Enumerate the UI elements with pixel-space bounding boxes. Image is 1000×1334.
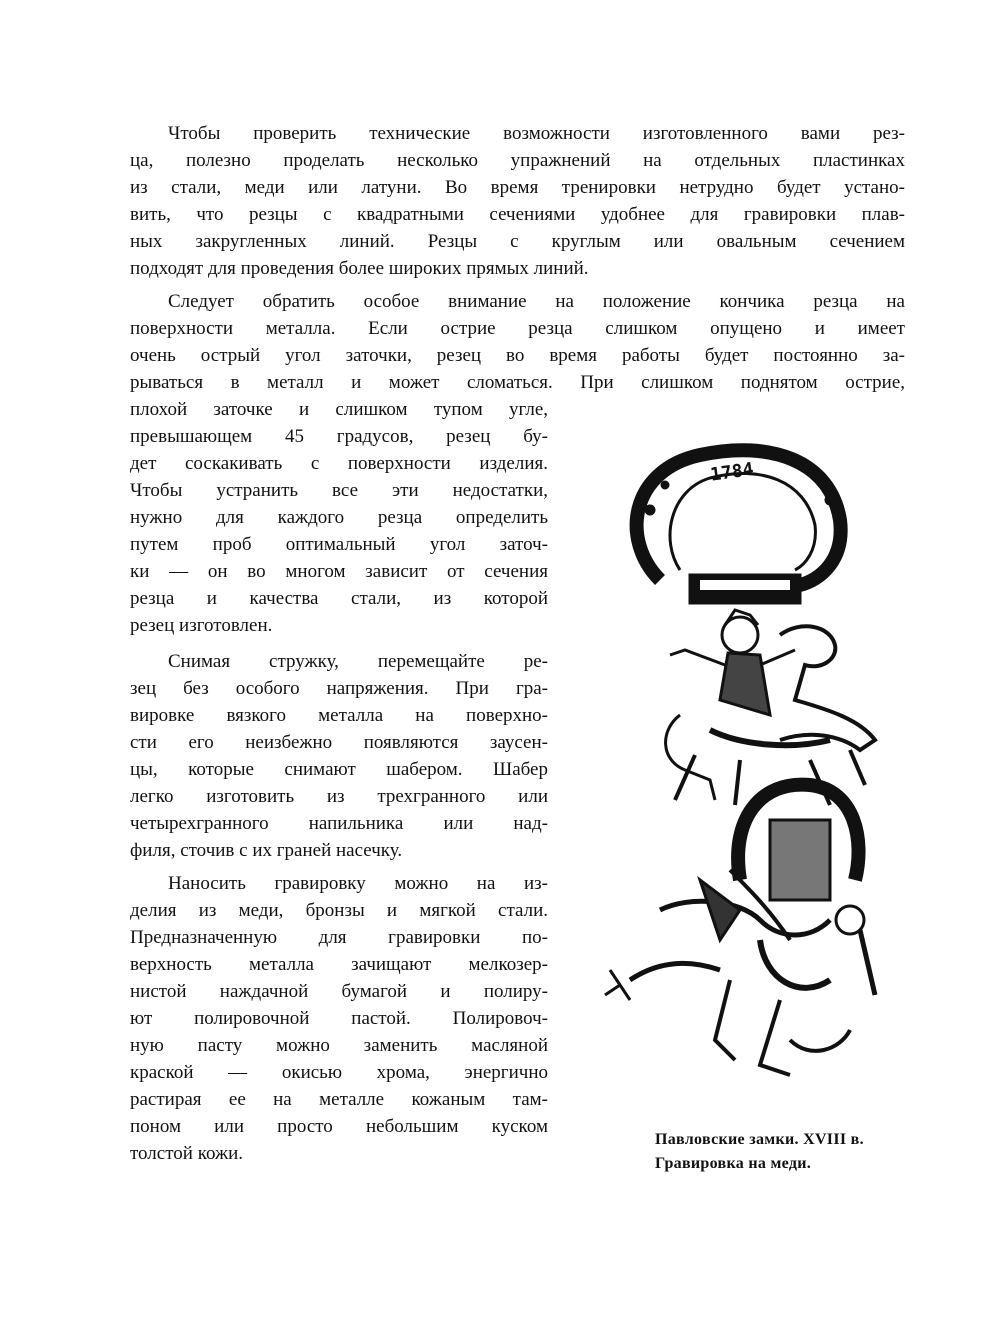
- text-line: растирая ее на металле кожаным там-: [130, 1089, 548, 1110]
- text-line: Наносить гравировку можно на из-: [168, 873, 548, 894]
- text-line: Чтобы устранить все эти недостатки,: [130, 480, 548, 501]
- text-line: вить, что резцы с квадратными сечениями удобнее для гравировки плав-: [130, 204, 905, 225]
- engraved-date: 1784: [709, 458, 755, 486]
- text-line: краской — окисью хрома, энергично: [130, 1062, 548, 1083]
- text-line: легко изготовить из трехгранного или: [130, 786, 548, 807]
- text-line: путем проб оптимальный угол заточ-: [130, 534, 548, 555]
- text-line: нистой наждачной бумагой и полиру-: [130, 981, 548, 1002]
- text-line: верхность металла зачищают мелкозер-: [130, 954, 548, 975]
- text-line: делия из меди, бронзы и мягкой стали.: [130, 900, 548, 921]
- text-line: ных закругленных линий. Резцы с круглым или овальным сечением: [130, 231, 905, 252]
- text-line: резца и качества стали, из которой: [130, 588, 548, 609]
- text-line: поверхности металла. Если острие резца слишком опущено и имеет: [130, 318, 905, 339]
- paragraph-1: [130, 120, 905, 282]
- text-line: дет соскакивать с поверхности изделия.: [130, 453, 548, 474]
- pavlovsk-lock-engraving: [600, 440, 900, 1090]
- figure-caption: [655, 1128, 915, 1176]
- text-line: цы, которые снимают шабером. Шабер: [130, 759, 548, 780]
- text-line: ца, полезно проделать несколько упражнений на отдельных пластинках: [130, 150, 905, 171]
- text-line: толстой кожи.: [130, 1143, 244, 1164]
- text-line: Следует обратить особое внимание на положение кончика резца на: [168, 291, 905, 312]
- text-line: нужно для каждого резца определить: [130, 507, 548, 528]
- text-line: очень острый угол заточки, резец во время работы будет постоянно за-: [130, 345, 905, 366]
- text-line: четырехгранного напильника или над-: [130, 813, 548, 834]
- text-line: ки — он во многом зависит от сечения: [130, 561, 548, 582]
- text-line: поном или просто небольшим куском: [130, 1116, 548, 1137]
- text-line: Чтобы проверить технические возможности изготовленного вами рез-: [168, 123, 905, 144]
- caption-line-2: Гравировка на меди.: [655, 1155, 812, 1172]
- text-line: ют полировочной пастой. Полировоч-: [130, 1008, 548, 1029]
- text-line: сти его неизбежно появляются заусен-: [130, 732, 548, 753]
- text-line: зец без особого напряжения. При гра-: [130, 678, 548, 699]
- text-line: Снимая стружку, перемещайте ре-: [168, 651, 548, 672]
- text-line: ную пасту можно заменить масляной: [130, 1035, 548, 1056]
- paragraph-4: [130, 870, 548, 1167]
- text-line: филя, сточив с их граней насечку.: [130, 840, 403, 861]
- text-line: вировке вязкого металла на поверхно-: [130, 705, 548, 726]
- text-line: подходят для проведения более широких прямых линий.: [130, 258, 589, 279]
- paragraph-2-continued: [130, 396, 548, 639]
- text-line: превышающем 45 градусов, резец бу-: [130, 426, 548, 447]
- text-line: рываться в металл и может сломаться. При слишком поднятом острие,: [130, 372, 905, 393]
- text-line: резец изготовлен.: [130, 615, 273, 636]
- text-line: из стали, меди или латуни. Во время тренировки нетрудно будет устано-: [130, 177, 905, 198]
- text-line: плохой заточке и слишком тупом угле,: [130, 399, 548, 420]
- paragraph-2: [130, 288, 905, 396]
- text-line: Предназначенную для гравировки по-: [130, 927, 548, 948]
- caption-line-1: Павловские замки. XVIII в.: [655, 1131, 864, 1148]
- paragraph-3: [130, 648, 548, 864]
